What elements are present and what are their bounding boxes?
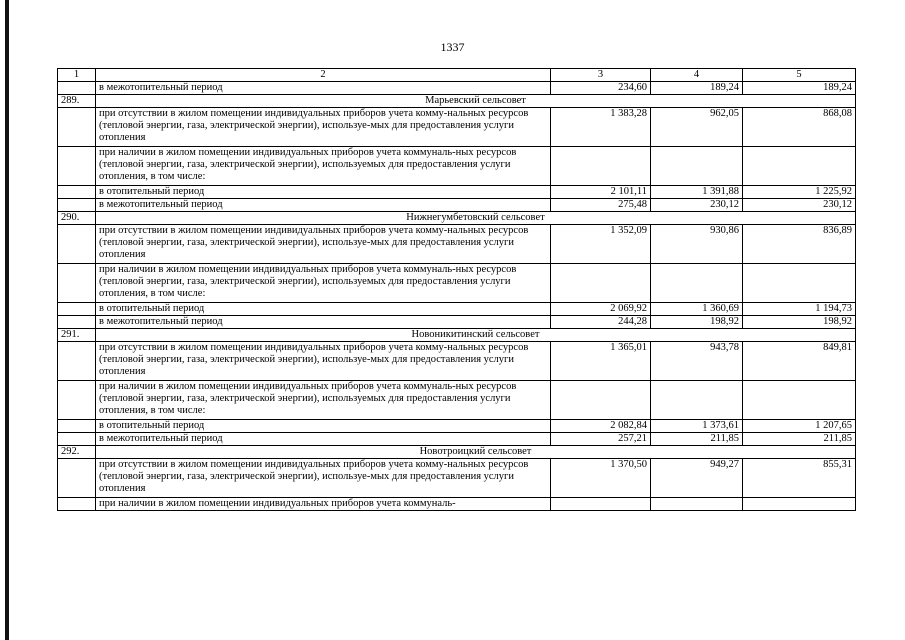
row-description: при наличии в жилом помещении индивидуальных приборов учета коммуналь-ных ресурсов (тепловой энергии, газа, электрической энергии), используемых для предоставления услуги отопления, в том числе:	[96, 381, 551, 420]
table-row	[58, 225, 856, 264]
row-description: при отсутствии в жилом помещении индивидуальных приборов учета комму-нальных ресурсов (тепловой энергии, газа, электрической энергии), используе-мых для предоставления услуги отопления	[96, 225, 551, 264]
value-col5	[743, 381, 856, 420]
section-title-row	[58, 212, 856, 225]
column-number: 1	[58, 69, 96, 82]
column-number: 4	[651, 69, 743, 82]
value-col5: 836,89	[743, 225, 856, 264]
table-row	[58, 147, 856, 186]
section-index: 289.	[58, 95, 96, 108]
value-col5: 855,31	[743, 459, 856, 498]
value-col5: 189,24	[743, 82, 856, 95]
row-index-cell	[58, 433, 96, 446]
value-col4: 962,05	[651, 108, 743, 147]
table-row	[58, 186, 856, 199]
row-description: при отсутствии в жилом помещении индивидуальных приборов учета комму-нальных ресурсов (тепловой энергии, газа, электрической энергии), используе-мых для предоставления услуги отопления	[96, 342, 551, 381]
section-index: 292.	[58, 446, 96, 459]
row-index-cell	[58, 381, 96, 420]
value-col4: 949,27	[651, 459, 743, 498]
value-col4: 230,12	[651, 199, 743, 212]
row-description: при отсутствии в жилом помещении индивидуальных приборов учета комму-нальных ресурсов (тепловой энергии, газа, электрической энергии), используе-мых для предоставления услуги отопления	[96, 108, 551, 147]
value-col4: 211,85	[651, 433, 743, 446]
table-row	[58, 498, 856, 511]
section-title-row	[58, 446, 856, 459]
row-label: в отопительный период	[96, 420, 551, 433]
value-col4	[651, 381, 743, 420]
row-index-cell	[58, 316, 96, 329]
value-col5: 211,85	[743, 433, 856, 446]
row-index-cell	[58, 420, 96, 433]
row-label: в межотопительный период	[96, 199, 551, 212]
value-col3	[551, 147, 651, 186]
value-col3: 1 370,50	[551, 459, 651, 498]
row-description: при наличии в жилом помещении индивидуальных приборов учета коммуналь-	[96, 498, 551, 511]
page-number: 1337	[440, 40, 465, 54]
value-col5	[743, 147, 856, 186]
value-col3: 275,48	[551, 199, 651, 212]
section-name: Новотроицкий сельсовет	[96, 446, 856, 459]
value-col5	[743, 264, 856, 303]
value-col3	[551, 381, 651, 420]
table-row	[58, 82, 856, 95]
value-col4: 943,78	[651, 342, 743, 381]
value-col3: 1 352,09	[551, 225, 651, 264]
value-col3: 2 069,92	[551, 303, 651, 316]
row-index-cell	[58, 82, 96, 95]
table-row	[58, 199, 856, 212]
table-row	[58, 316, 856, 329]
value-col4: 1 360,69	[651, 303, 743, 316]
value-col5: 849,81	[743, 342, 856, 381]
value-col4	[651, 498, 743, 511]
row-index-cell	[58, 225, 96, 264]
row-description: при отсутствии в жилом помещении индивидуальных приборов учета комму-нальных ресурсов (тепловой энергии, газа, электрической энергии), используе-мых для предоставления услуги отопления	[96, 459, 551, 498]
table-row	[58, 381, 856, 420]
row-index-cell	[58, 498, 96, 511]
section-title-row	[58, 95, 856, 108]
value-col3: 1 383,28	[551, 108, 651, 147]
tariff-table-body	[58, 69, 856, 511]
table-row	[58, 342, 856, 381]
column-number-row	[58, 69, 856, 82]
value-col3	[551, 264, 651, 303]
value-col5: 198,92	[743, 316, 856, 329]
value-col4: 1 391,88	[651, 186, 743, 199]
tariff-table	[57, 68, 856, 511]
table-row	[58, 264, 856, 303]
row-index-cell	[58, 459, 96, 498]
value-col3	[551, 498, 651, 511]
value-col3: 2 082,84	[551, 420, 651, 433]
value-col4: 189,24	[651, 82, 743, 95]
row-label: в межотопительный период	[96, 82, 551, 95]
section-name: Нижнегумбетовский сельсовет	[96, 212, 856, 225]
value-col5: 230,12	[743, 199, 856, 212]
row-label: в отопительный период	[96, 303, 551, 316]
row-index-cell	[58, 303, 96, 316]
value-col5: 1 207,65	[743, 420, 856, 433]
value-col4	[651, 264, 743, 303]
column-number: 2	[96, 69, 551, 82]
value-col5: 1 194,73	[743, 303, 856, 316]
table-row	[58, 433, 856, 446]
table-row	[58, 303, 856, 316]
value-col4: 930,86	[651, 225, 743, 264]
value-col4	[651, 147, 743, 186]
table-row	[58, 420, 856, 433]
table-row	[58, 108, 856, 147]
table-row	[58, 459, 856, 498]
row-label: в отопительный период	[96, 186, 551, 199]
value-col3: 257,21	[551, 433, 651, 446]
row-index-cell	[58, 342, 96, 381]
row-index-cell	[58, 186, 96, 199]
value-col5: 868,08	[743, 108, 856, 147]
value-col3: 244,28	[551, 316, 651, 329]
section-title-row	[58, 329, 856, 342]
row-description: при наличии в жилом помещении индивидуальных приборов учета коммуналь-ных ресурсов (тепловой энергии, газа, электрической энергии), используемых для предоставления услуги отопления, в том числе:	[96, 264, 551, 303]
scan-edge-bar	[5, 0, 9, 640]
column-number: 3	[551, 69, 651, 82]
value-col5	[743, 498, 856, 511]
section-index: 290.	[58, 212, 96, 225]
row-label: в межотопительный период	[96, 316, 551, 329]
section-name: Новоникитинский сельсовет	[96, 329, 856, 342]
value-col4: 1 373,61	[651, 420, 743, 433]
section-index: 291.	[58, 329, 96, 342]
section-name: Марьевский сельсовет	[96, 95, 856, 108]
value-col3: 234,60	[551, 82, 651, 95]
value-col3: 1 365,01	[551, 342, 651, 381]
row-label: в межотопительный период	[96, 433, 551, 446]
row-index-cell	[58, 147, 96, 186]
column-number: 5	[743, 69, 856, 82]
value-col4: 198,92	[651, 316, 743, 329]
row-index-cell	[58, 199, 96, 212]
value-col5: 1 225,92	[743, 186, 856, 199]
value-col3: 2 101,11	[551, 186, 651, 199]
row-description: при наличии в жилом помещении индивидуальных приборов учета коммуналь-ных ресурсов (тепловой энергии, газа, электрической энергии), используемых для предоставления услуги отопления, в том числе:	[96, 147, 551, 186]
row-index-cell	[58, 264, 96, 303]
row-index-cell	[58, 108, 96, 147]
